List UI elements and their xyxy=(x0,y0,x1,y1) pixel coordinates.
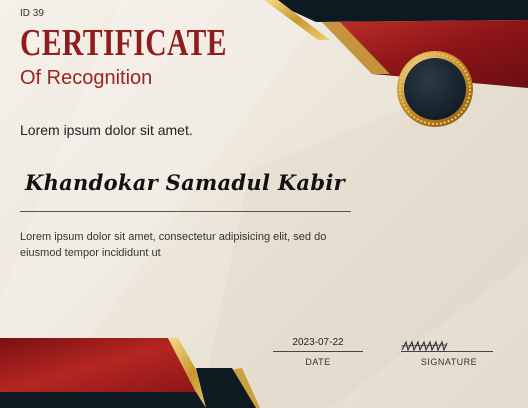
certificate-description: Lorem ipsum dolor sit amet, consectetur adipisicing elit, sed do eiusmod tempor incididunt ut xyxy=(20,231,327,259)
date-line xyxy=(273,351,363,352)
date-label: DATE xyxy=(305,357,331,367)
certificate-subtitle: Of Recognition xyxy=(20,67,153,89)
signature-label: SIGNATURE xyxy=(420,357,478,367)
bottom-dark-band xyxy=(0,392,206,408)
award-seal xyxy=(396,50,474,128)
signature-line xyxy=(401,351,493,352)
recipient-name: Khandokar Samadul Kabir xyxy=(25,170,345,195)
presented-to-text: Lorem ipsum dolor sit amet. xyxy=(20,122,193,138)
certificate-id: ID 39 xyxy=(20,8,44,19)
name-underline xyxy=(20,211,351,212)
date-value: 2023-07-22 xyxy=(292,337,344,348)
bottom-red-band xyxy=(0,338,196,392)
certificate-title: CERTIFICATE xyxy=(20,22,227,64)
